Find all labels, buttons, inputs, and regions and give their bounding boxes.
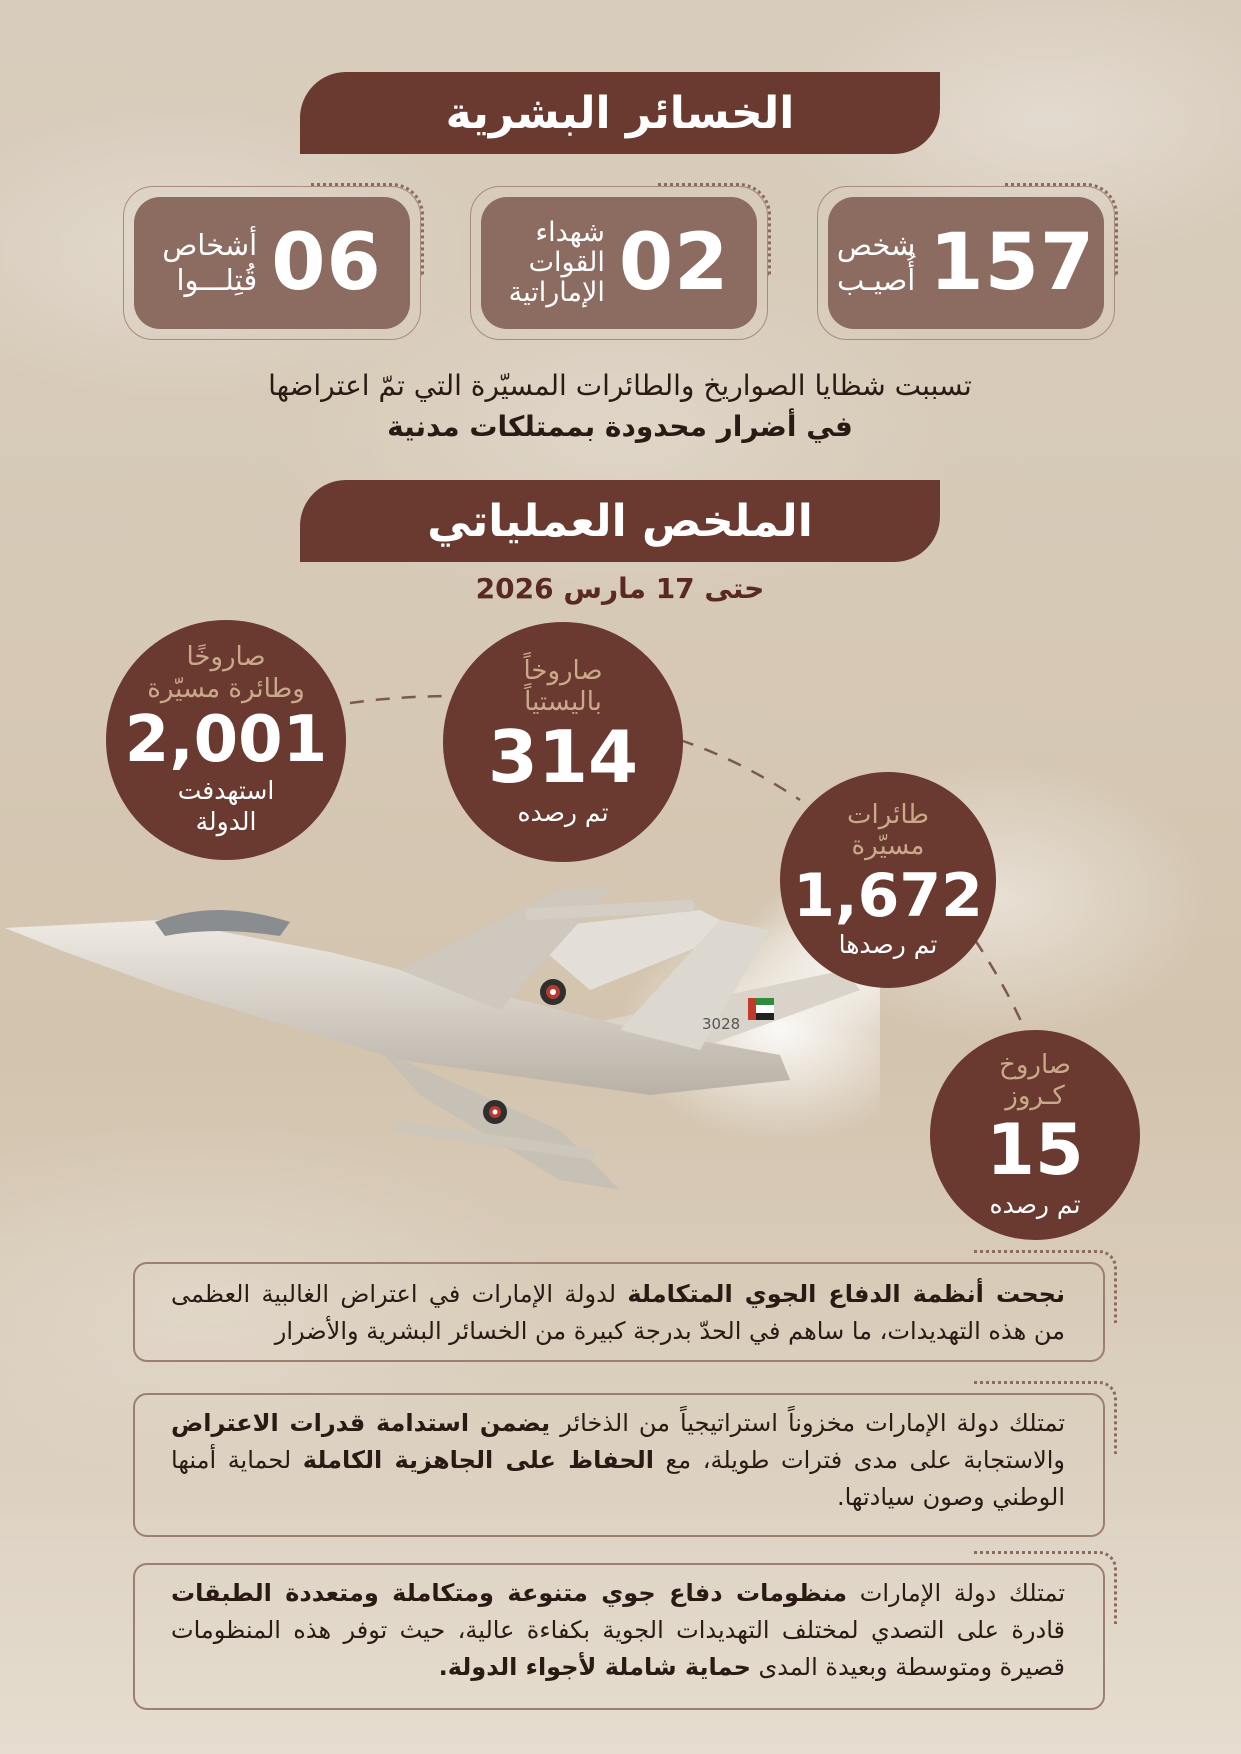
killed-label: أشخاص قُتِلـــوا <box>162 228 258 297</box>
fighter-jet-illustration <box>0 880 880 1220</box>
tail-number: 3028 <box>702 1015 741 1033</box>
stat-circle-cruise: صاروخ كـروز 15 تم رصده <box>930 1030 1140 1240</box>
martyrs-label: شهداء القوات الإماراتية <box>508 216 605 309</box>
damage-note-line2: في أضرار محدودة بممتلكات مدنية <box>387 409 853 443</box>
injured-label: شخص أُصيـب <box>836 228 916 297</box>
drones-count: 1,672 <box>793 860 983 931</box>
total-targets-count: 2,001 <box>124 702 328 777</box>
injured-count: 157 <box>929 218 1096 308</box>
info-box-1-bold: نجحت أنظمة الدفاع الجوي المتكاملة <box>627 1280 1065 1308</box>
ballistic-count: 314 <box>487 714 639 799</box>
summary-date: حتى 17 مارس 2026 <box>475 572 765 605</box>
stat-circle-drones: طائرات مسيّرة 1,672 تم رصدها <box>780 772 996 988</box>
damage-note-line1: تسببت شظايا الصواريخ والطائرات المسيّرة التي تمّ اعتراضها <box>268 369 972 402</box>
info-box-1-text: لدولة الإمارات في اعتراض الغالبية العظمى من هذه التهديدات، ما ساهم في الحدّ بدرجة كبيرة من الخسائر البشرية والأضرار <box>171 1280 1065 1346</box>
martyrs-count: 02 <box>618 218 730 308</box>
stat-circle-total-targets: صاروخًا وطائرة مسيّرة 2,001 استهدفت الدولة <box>106 620 346 860</box>
summary-title: الملخص العملياتي <box>427 495 813 547</box>
info-box-ammunition-stock: تمتلك دولة الإمارات مخزوناً استراتيجياً من الذخائر يضمن استدامة قدرات الاعتراض والاستجابة على مدى فترات طويلة، مع الحفاظ على الجاهزية الكاملة لحماية أمنها الوطني وصون سيادتها. <box>133 1393 1105 1537</box>
info-box-air-defense-success <box>133 1262 1105 1362</box>
casualties-title: الخسائر البشرية <box>445 87 795 139</box>
info-box-layered-systems: تمتلك دولة الإمارات منظومات دفاع جوي متنوعة ومتكاملة ومتعددة الطبقات قادرة على التصدي لمختلف التهديدات الجوية بكفاءة عالية، حيث توفر هذه المنظومات قصيرة ومتوسطة وبعيدة المدى حماية شاملة لأجواء الدولة. <box>133 1563 1105 1710</box>
stat-circle-ballistic: صاروخاً باليستياً 314 تم رصده <box>443 622 683 862</box>
killed-count: 06 <box>271 218 382 308</box>
cruise-count: 15 <box>986 1109 1084 1192</box>
